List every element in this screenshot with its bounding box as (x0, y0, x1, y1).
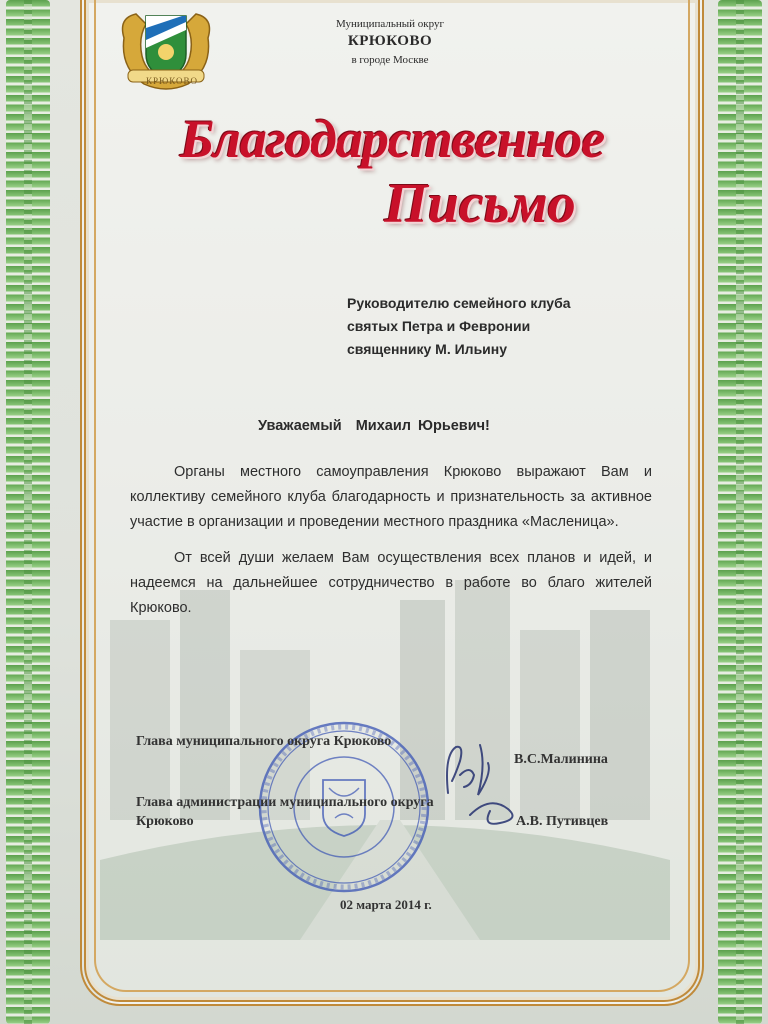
letter-date: 02 марта 2014 г. (340, 897, 432, 912)
signatory-1-title: Глава муниципального округа Крюково (136, 734, 392, 749)
greeting: Уважаемый Михаил Юрьевич! (258, 418, 490, 434)
addressee-line: Руководителю семейного клуба (347, 295, 571, 311)
title-line-2: Письмо (384, 173, 576, 235)
title-line-1: Благодарственное (179, 109, 605, 169)
addressee-line: священнику М. Ильину (347, 341, 508, 357)
signatory-1-name: В.С.Малинина (514, 752, 608, 767)
district-line-1: Муниципальный округ (335, 18, 445, 30)
body-paragraph: От всей души желаем Вам осуществления всех планов и идей, и надеемся на дальнейшее сотрудничество в работе во благо жителей Крюково. (130, 550, 652, 616)
addressee-line: святых Петра и Февронии (347, 318, 531, 334)
letter-body (130, 460, 652, 621)
signatory-2-name: А.В. Путивцев (516, 814, 609, 829)
addressee-block (347, 292, 647, 361)
body-paragraph: Органы местного самоуправления Крюково выражают Вам и коллективу семейного клуба благодарность и признательность за активное участие в организации и проведении местного праздника «Масленица». (130, 464, 652, 530)
signatory-2-title: Глава администрации муниципального округа Крюково (136, 795, 434, 829)
district-line-2: КРЮКОВО (347, 33, 433, 49)
crest-caption: КРЮКОВО (146, 76, 199, 86)
district-line-3: в городе Москве (351, 54, 429, 66)
left-leaf-border (6, 0, 50, 1024)
right-leaf-border (718, 0, 762, 1024)
district-header (300, 18, 480, 66)
